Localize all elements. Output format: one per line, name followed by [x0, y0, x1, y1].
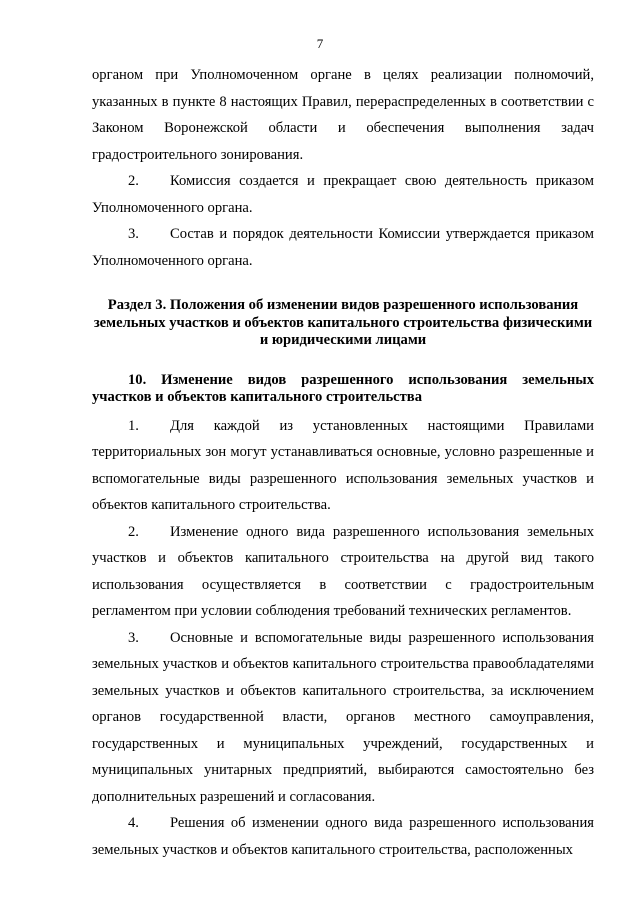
- list-item-text: Решения об изменении одного вида разрешенного использования земельных участков и объектов капитального строительства, расположенных: [92, 815, 594, 858]
- list-item: [92, 519, 594, 625]
- list-item-text: Для каждой из установленных настоящими Правилами территориальных зон могут устанавливаться основные, условно разрешенные и вспомогательные виды разрешенного использования земельных участков и объектов капитального строительства.: [92, 417, 594, 513]
- list-item: [92, 413, 594, 519]
- intro-paragraph: органом при Уполномоченном органе в целях реализации полномочий, указанных в пункте 8 настоящих Правил, перераспределенных в соответствии с Законом Воронежской области и обеспечения выполнения задач градостроительного зонирования.: [92, 67, 594, 163]
- list-item-number: 4.: [128, 815, 139, 831]
- article-heading: 10. Изменение видов разрешенного использования земельных участков и объектов капитального строительства: [92, 371, 594, 405]
- list-item-text: Изменение одного вида разрешенного использования земельных участков и объектов капитального строительства на другой вид такого использования осуществляется в соответствии с градостроительным регламентом при условии соблюдения требований технических регламентов.: [92, 523, 594, 619]
- list-item-number: 3.: [128, 226, 139, 242]
- list-item-number: 2.: [128, 173, 139, 189]
- list-item-text: Комиссия создается и прекращает свою деятельность приказом Уполномоченного органа.: [92, 173, 594, 216]
- section-heading: Раздел 3. Положения об изменении видов разрешенного использования земельных участков и объектов капитального строительства физическими и юридическими лицами: [93, 297, 593, 348]
- list-item-text: Основные и вспомогательные виды разрешенного использования земельных участков и объектов капитального строительства правообладателями земельных участков и объектов капитального строительства, за исключением органов государственной власти, органов местного самоуправления, государственных и муниципальных учреждений, государственных и муниципальных унитарных предприятий, выбираются самостоятельно без дополнительных разрешений и согласования.: [92, 629, 594, 805]
- list-item: [92, 810, 594, 863]
- page-number: 7: [316, 36, 324, 51]
- list-item-text: Состав и порядок деятельности Комиссии утверждается приказом Уполномоченного органа.: [92, 226, 594, 269]
- list-item: [92, 625, 594, 811]
- list-item-number: 2.: [128, 523, 139, 540]
- list-item-number: 3.: [128, 629, 139, 646]
- document-body: [92, 62, 594, 863]
- list-item: [92, 221, 594, 274]
- list-item-number: 1.: [128, 417, 139, 434]
- list-item: [92, 168, 594, 221]
